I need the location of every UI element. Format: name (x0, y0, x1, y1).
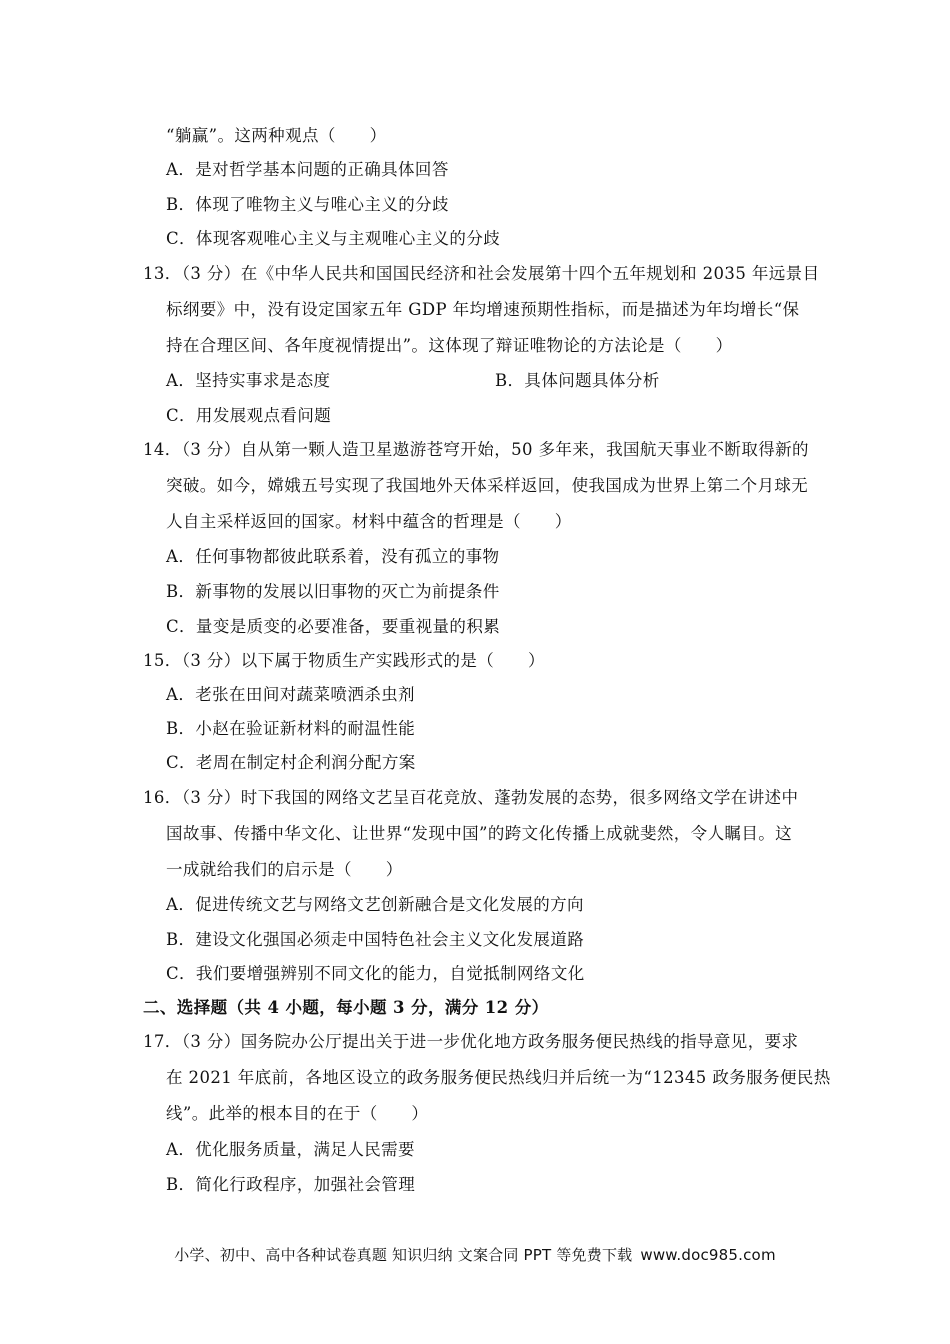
question-16-option-b: B．建设文化强国必须走中国特色社会主义文化发展道路 (166, 930, 585, 949)
question-13-option-a: A．坚持实事求是态度 (166, 371, 331, 390)
question-15-stem: 15．（3 分）以下属于物质生产实践形式的是（ ） (143, 651, 545, 670)
question-14-option-a: A．任何事物都彼此联系着，没有孤立的事物 (166, 547, 500, 566)
question-14-stem: 14．（3 分）自从第一颗人造卫星遨游苍穹开始，50 多年来，我国航天事业不断取得新的 (143, 440, 809, 459)
question-13-option-c: C．用发展观点看问题 (166, 406, 332, 425)
footer-text: 小学、初中、高中各种试卷真题 知识归纳 文案合同 PPT 等免费下载 (174, 1246, 633, 1264)
question-13-option-b: B．具体问题具体分析 (495, 371, 660, 390)
question-17-stem: 在 2021 年底前，各地区设立的政务服务便民热线归并后统一为“12345 政务服务便民热 (166, 1068, 831, 1087)
question-16-stem: 国故事、传播中华文化、让世界“发现中国”的跨文化传播上成就斐然，令人瞩目。这 (166, 824, 793, 843)
page-footer (0, 1244, 950, 1265)
question-15-option-a: A．老张在田间对蔬菜喷洒杀虫剂 (166, 685, 415, 704)
question-17-option-b: B．简化行政程序，加强社会管理 (166, 1175, 416, 1194)
question-15-option-b: B．小赵在验证新材料的耐温性能 (166, 719, 416, 738)
question-17-option-a: A．优化服务质量，满足人民需要 (166, 1140, 415, 1159)
footer-url[interactable]: www.doc985.com (640, 1246, 776, 1264)
question-16-option-a: A．促进传统文艺与网络文艺创新融合是文化发展的方向 (166, 895, 584, 914)
question-17-stem: 17．（3 分）国务院办公厅提出关于进一步优化地方政务服务便民热线的指导意见，要求 (143, 1032, 799, 1051)
question-14-stem: 人自主采样返回的国家。材料中蕴含的哲理是（ ） (166, 512, 572, 531)
question-14-option-b: B．新事物的发展以旧事物的灭亡为前提条件 (166, 582, 500, 601)
question-12-option-c: C．体现客观唯心主义与主观唯心主义的分歧 (166, 229, 501, 248)
question-14-option-c: C．量变是质变的必要准备，要重视量的积累 (166, 617, 501, 636)
question-12-option-a: A．是对哲学基本问题的正确具体回答 (166, 160, 449, 179)
section-heading: 二、选择题（共 4 小题，每小题 3 分，满分 12 分） (143, 998, 549, 1017)
question-13-stem: 标纲要》中，没有设定国家五年 GDP 年均增速预期性指标，而是描述为年均增长“保 (166, 300, 800, 319)
question-16-option-c: C．我们要增强辨别不同文化的能力，自觉抵制网络文化 (166, 964, 585, 983)
question-12-option-b: B．体现了唯物主义与唯心主义的分歧 (166, 195, 449, 214)
question-15-option-c: C．老周在制定村企利润分配方案 (166, 753, 416, 772)
question-16-stem: 16．（3 分）时下我国的网络文艺呈百花竞放、蓬勃发展的态势，很多网络文学在讲述中 (143, 788, 799, 807)
question-14-stem: 突破。如今，嫦娥五号实现了我国地外天体采样返回，使我国成为世界上第二个月球无 (166, 476, 809, 495)
question-17-stem: 线”。此举的根本目的在于（ ） (166, 1104, 429, 1123)
question-16-stem: 一成就给我们的启示是（ ） (166, 860, 403, 879)
question-13-stem: 持在合理区间、各年度视情提出”。这体现了辩证唯物论的方法论是（ ） (166, 336, 733, 355)
question-12-stem-end: “躺赢”。这两种观点（ ） (166, 126, 387, 145)
question-13-stem: 13．（3 分）在《中华人民共和国国民经济和社会发展第十四个五年规划和 2035 年远景目 (143, 264, 820, 283)
